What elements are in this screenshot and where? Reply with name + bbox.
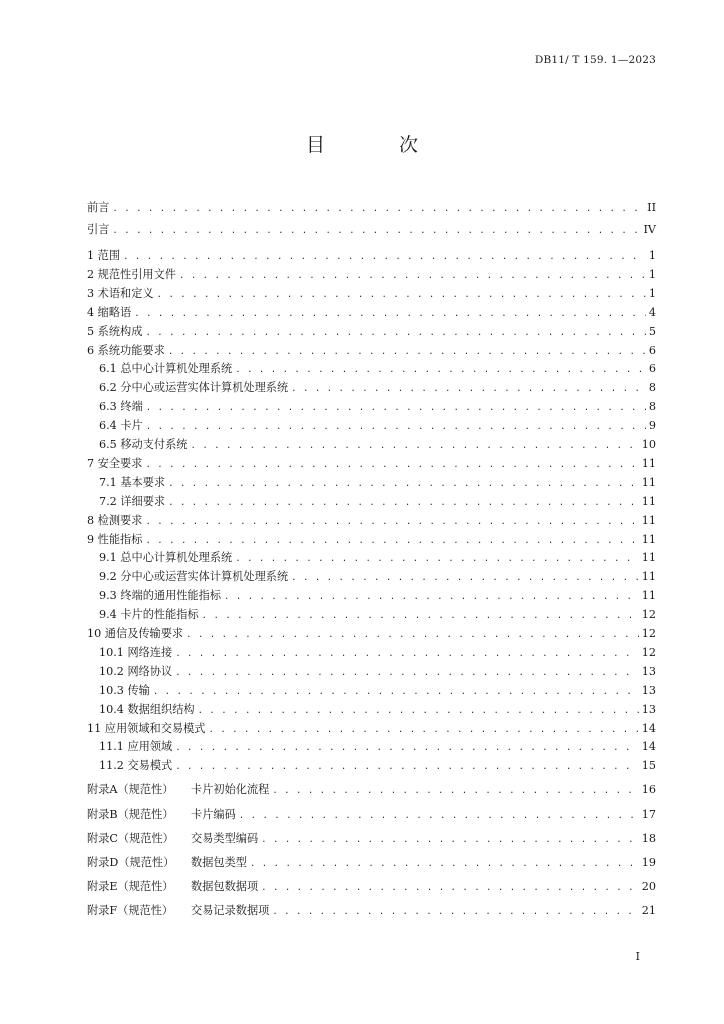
toc-leader-dots [261,835,639,845]
toc-entry[interactable] [87,531,656,547]
toc-entry-label: 9 性能指标 [87,532,143,546]
toc-leader-dots [179,271,646,281]
toc-entry-label: 10.3 传输 [99,683,150,697]
toc-appendix-entry[interactable] [87,902,656,918]
toc-entry[interactable] [87,474,656,490]
toc-leader-dots [145,536,638,546]
toc-entry[interactable] [87,417,656,433]
toc-entry-page: 11 [641,494,656,508]
toc-leader-dots [235,554,639,564]
toc-appendix-entry[interactable] [87,854,656,870]
toc-appendix-label [87,781,269,797]
toc-leader-dots [112,204,644,214]
toc-appendix-page: 17 [641,807,656,821]
toc-entry-page: 12 [641,627,656,640]
toc-entry-label: 1 范围 [87,249,121,262]
toc-entry-page: 8 [648,381,656,395]
toc-entry-page: 6 [648,362,656,376]
toc-entry-label: 7.2 详细要求 [99,494,166,508]
toc-entry[interactable] [87,587,656,603]
toc-entry[interactable] [87,682,656,698]
toc-leader-dots [168,498,639,508]
toc-appendix-label [87,830,258,846]
toc-entry[interactable] [87,549,656,565]
toc-entry-page: 11 [641,475,656,489]
toc-appendix-entry[interactable] [87,781,656,797]
toc-leader-dots [146,422,646,432]
toc-entry[interactable] [87,644,656,660]
toc-entry-label: 6.2 分中心或运营实体计算机处理系统 [99,381,289,395]
toc-entry-page: IV [643,223,656,236]
appendix-prefix: 附录B（规范性） [87,807,174,821]
toc-leader-dots [145,328,645,338]
toc-entry-label: 6.1 总中心计算机处理系统 [99,362,233,376]
toc-appendix-label [87,902,269,918]
toc-leader-dots [250,859,639,869]
toc-entry-page: 1 [648,286,656,300]
appendix-prefix: 附录D（规范性） [87,855,175,869]
toc-entry[interactable] [87,568,656,584]
toc-entry-label: 10.2 网络协议 [99,664,173,678]
toc-entry-page: 11 [641,456,656,470]
toc-entry-label: 9.3 终端的通用性能指标 [99,589,222,603]
toc-appendix-entry[interactable] [87,878,656,894]
toc-appendix-entry[interactable] [87,806,656,822]
toc-appendix-page: 19 [641,855,656,869]
toc-entry-label: 7 安全要求 [87,456,143,470]
toc-leader-dots [168,479,639,489]
toc-entry-label: 9.2 分中心或运营实体计算机处理系统 [99,570,289,584]
appendix-prefix: 附录C（规范性） [87,831,174,845]
toc-entry-label: 11 应用领域和交易模式 [87,721,206,735]
toc-entry-page: 9 [648,419,656,433]
appendix-prefix: 附录F（规范性） [87,904,174,918]
toc-entry[interactable] [87,379,656,395]
toc-entry[interactable] [87,720,656,736]
toc-entry-label: 前言 [87,201,110,214]
toc-entry-label: 9.4 卡片的性能指标 [99,608,199,622]
toc-appendix-page: 21 [641,904,656,918]
toc-entry-page: 14 [641,740,656,754]
toc-entry-page: 11 [641,551,656,565]
toc-entry-label: 10 通信及传输要求 [87,627,184,640]
appendix-prefix: 附录A（规范性） [87,783,174,797]
toc-entry-page: 6 [648,343,656,357]
toc-entry-page: 12 [641,645,656,659]
toc-leader-dots [153,687,639,697]
toc-appendix-label [87,878,258,894]
toc-entry[interactable] [87,266,656,282]
toc-entry-label: 6.4 卡片 [99,419,143,433]
toc-entry-page: 13 [641,702,656,716]
toc-entry[interactable] [87,199,656,215]
toc-entry-label: 6.5 移动支付系统 [99,438,188,451]
toc-entry-page: 15 [641,759,656,773]
toc-entry[interactable] [87,285,656,301]
toc-leader-dots [175,649,639,659]
toc-entry-label: 2 规范性引用文件 [87,267,176,281]
toc-entry-page: 1 [648,249,656,262]
toc-entry-page: 13 [641,664,656,678]
toc-entry-page: 8 [648,400,656,414]
toc-entry[interactable] [87,360,656,376]
toc-entry[interactable] [87,663,656,679]
toc-entry-label: 6.3 终端 [99,400,143,414]
toc-leader-dots [190,441,638,451]
toc-leader-dots [272,907,638,917]
toc-leader-dots [146,403,646,413]
toc-entry[interactable] [87,738,656,754]
appendix-title: 数据包类型 [191,855,247,869]
toc-leader-dots [145,460,638,470]
toc-entry[interactable] [87,436,656,452]
toc-entry[interactable] [87,304,656,320]
toc-entry-label: 10.4 数据组织结构 [99,702,195,716]
appendix-title: 交易类型编码 [191,831,259,845]
toc-entry-page: 11 [641,589,656,603]
toc-entry-label: 3 术语和定义 [87,286,154,300]
toc-entry[interactable] [87,701,656,717]
toc-entry[interactable] [87,323,656,339]
toc-entry-page: 11 [641,513,656,527]
toc-leader-dots [112,226,640,236]
toc-leader-dots [224,592,639,602]
toc-leader-dots [175,762,639,772]
page-number: I [635,950,640,963]
page-title: 目 次 [305,134,453,156]
doc-code: DB11/ T 159. 1—2023 [534,54,656,66]
toc-appendix-entry[interactable] [87,830,656,846]
toc-leader-dots [261,883,639,893]
toc-entry[interactable] [87,398,656,414]
appendix-title: 卡片初始化流程 [191,783,270,797]
toc-entry-page: 11 [641,532,656,546]
toc-leader-dots [291,573,639,583]
toc-entry-label: 4 缩略语 [87,305,132,319]
toc-entry[interactable] [87,247,656,263]
appendix-title: 卡片编码 [191,807,236,821]
toc-leader-dots [175,668,639,678]
toc-appendix-label [87,806,236,822]
toc-entry[interactable] [87,493,656,509]
toc-entry-label: 8 检测要求 [87,513,143,527]
toc-leader-dots [157,290,646,300]
toc-entry-page: 13 [641,683,656,697]
toc-entry[interactable] [87,625,656,641]
toc-leader-dots [168,347,646,357]
toc-leader-dots [186,630,639,640]
toc-leader-dots [123,252,646,262]
toc-leader-dots [134,309,646,319]
toc-entry[interactable] [87,455,656,471]
toc-appendix-page: 18 [641,831,656,845]
toc-entry[interactable] [87,757,656,773]
toc-appendix-page: 20 [641,880,656,894]
appendix-title: 交易记录数据项 [191,904,270,918]
toc-leader-dots [239,811,639,821]
toc-entry-page: 1 [648,267,656,281]
toc-entry-label: 7.1 基本要求 [99,475,166,489]
toc-entry-label: 引言 [87,223,110,236]
appendix-title: 数据包数据项 [191,880,259,894]
toc-entry-label: 5 系统构成 [87,324,143,338]
toc-leader-dots [208,725,638,735]
toc-leader-dots [291,384,646,394]
appendix-prefix: 附录E（规范性） [87,880,174,894]
toc-leader-dots [202,611,639,621]
toc-leader-dots [175,743,639,753]
toc-entry-label: 11.1 应用领域 [99,740,173,754]
toc-entry-page: 14 [641,721,656,735]
toc-entry[interactable] [87,606,656,622]
toc-leader-dots [235,365,646,375]
toc-entry-label: 9.1 总中心计算机处理系统 [99,551,233,565]
toc-leader-dots [272,786,638,796]
toc-entry-page: 10 [641,438,656,451]
toc-entry-page: 5 [648,324,656,338]
toc-entry-page: 4 [648,305,656,319]
toc-entry-label: 6 系统功能要求 [87,343,165,357]
toc-entry[interactable] [87,512,656,528]
toc-leader-dots [198,706,639,716]
toc-entry[interactable] [87,221,656,237]
toc-appendix-label [87,854,247,870]
toc-entry-page: II [647,201,656,214]
toc-entry-label: 10.1 网络连接 [99,645,173,659]
toc-entry-page: 12 [641,608,656,622]
toc-entry-label: 11.2 交易模式 [99,759,173,773]
toc-appendix-page: 16 [641,783,656,797]
toc-entry[interactable] [87,342,656,358]
toc-entry-page: 11 [641,570,656,584]
toc-leader-dots [145,517,638,527]
